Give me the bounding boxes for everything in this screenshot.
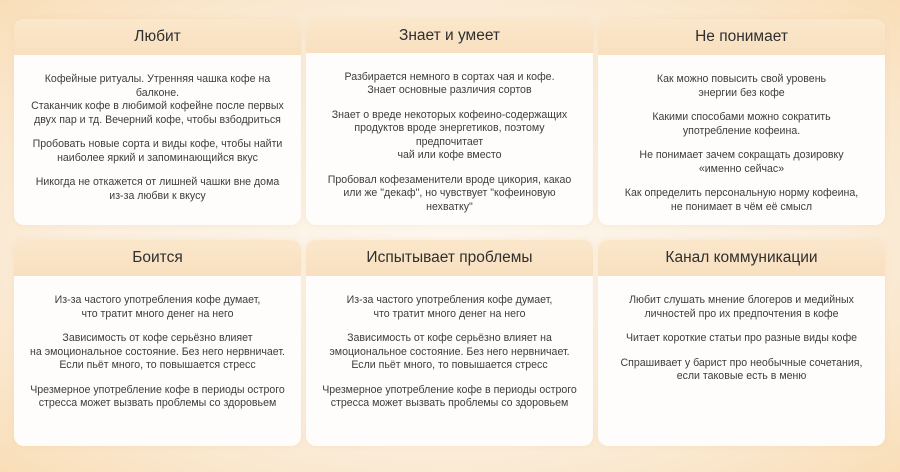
card-body: [598, 276, 885, 395]
card-knows: [306, 19, 593, 225]
card-item: Как определить персональную норму кофеина, не понимает в чём её смысл: [624, 187, 859, 213]
card-item: Зависимость от кофе серьёзно влияет на эмоциональное состояние. Без него нервничает. Если пьёт много, то повышается стресс: [329, 332, 570, 371]
card-item: Кофейные ритуалы. Утренняя чашка кофе на балконе. Стаканчик кофе в любимой кофейне после первых двух пар и тд. Вечерний кофе, чтобы взбодриться: [31, 73, 284, 126]
persona-grid: [14, 19, 885, 446]
card-item: Пробовал кофезаменители вроде цикория, какао или же "декаф", но чувствует "кофеиновую нехватку": [327, 173, 572, 213]
card-body: [306, 53, 593, 226]
card-fears: [14, 240, 301, 446]
card-item: Не понимает зачем сокращать дозировку «именно сейчас»: [639, 149, 844, 175]
card-item: Читает короткие статьи про разные виды кофе: [625, 332, 858, 344]
card-title: Любит: [14, 19, 301, 55]
card-problems: [306, 240, 593, 446]
card-body: [598, 55, 885, 225]
card-body: [306, 276, 593, 422]
card-item: Разбирается немного в сортах чая и кофе. Знает основные различия сортов: [344, 70, 555, 96]
card-body: [14, 276, 301, 422]
card-title: Канал коммуникации: [598, 240, 885, 276]
card-item: Знает о вреде некоторых кофеино-содержащих продуктов вроде энергетиков, поэтому предпочитает чай или кофе вместо: [331, 108, 568, 161]
card-item: Чрезмерное употребление кофе в периоды острого стресса может вызвать проблемы со здоровьем: [30, 383, 285, 409]
card-item: Из-за частого употребления кофе думает, что тратит много денег на него: [346, 294, 553, 320]
card-loves: [14, 19, 301, 225]
card-communication-channel: [598, 240, 885, 446]
card-item: Зависимость от кофе серьёзно влияет на эмоциональное состояние. Без него нервничает. Если пьёт много, то повышается стресс: [30, 332, 285, 371]
card-title: Знает и умеет: [306, 19, 593, 53]
card-item: Из-за частого употребления кофе думает, что тратит много денег на него: [54, 294, 261, 320]
card-title: Не понимает: [598, 19, 885, 55]
card-title: Боится: [14, 240, 301, 276]
card-does-not-understand: [598, 19, 885, 225]
card-item: Чрезмерное употребление кофе в периоды острого стресса может вызвать проблемы со здоровьем: [322, 383, 577, 409]
card-item: Пробовать новые сорта и виды кофе, чтобы найти наиболее яркий и запоминающийся вкус: [32, 138, 283, 164]
card-title: Испытывает проблемы: [306, 240, 593, 276]
card-item: Спрашивает у барист про необычные сочетания, если таковые есть в меню: [620, 356, 863, 382]
card-item: Никогда не откажется от лишней чашки вне дома из-за любви к вкусу: [35, 176, 280, 202]
card-item: Любит слушать мнение блогеров и медийных личностей про их предпочтения в кофе: [629, 294, 854, 320]
card-body: [14, 55, 301, 214]
card-item: Как можно повысить свой уровень энергии без кофе: [656, 73, 827, 99]
card-item: Какими способами можно сократить употребление кофеина.: [652, 111, 831, 137]
